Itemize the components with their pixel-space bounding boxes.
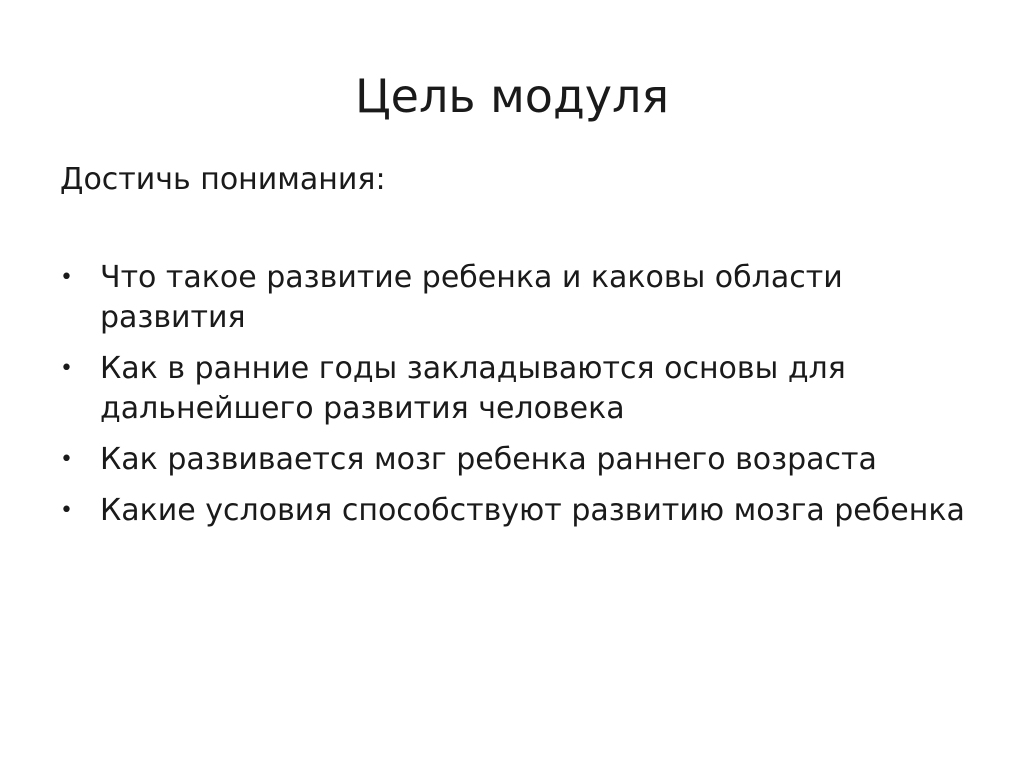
bullet-icon: • [60,356,73,381]
bullet-icon: • [60,265,73,290]
bullet-text: Что такое развитие ребенка и каковы области развития [100,260,843,335]
bullet-text: Какие условия способствуют развитию мозга ребенка [100,493,965,528]
bullet-text: Как развивается мозг ребенка раннего возраста [100,442,877,477]
slide-title: Цель модуля [354,69,670,123]
bullet-item [60,491,990,531]
bullet-item [60,349,990,429]
bullet-icon: • [60,447,73,472]
bullet-item [60,440,990,480]
bullet-icon: • [60,498,73,523]
bullet-item [60,258,990,338]
intro-text: Достичь понимания: [60,162,386,197]
bullet-text: Как в ранние годы закладываются основы для дальнейшего развития человека [100,351,846,426]
bullet-list [60,258,990,542]
